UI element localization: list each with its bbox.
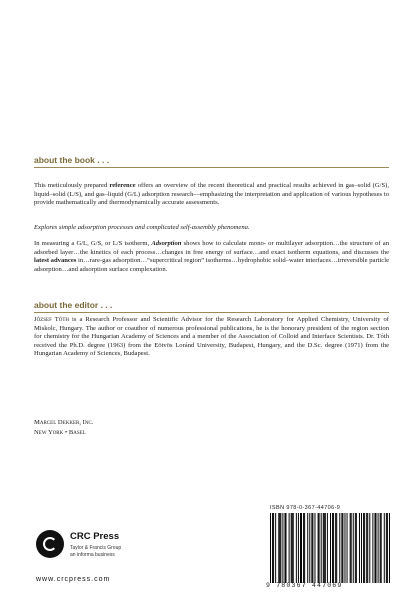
about-editor-paragraph (34, 316, 389, 359)
p3-bold-latest-advances: latest advances (34, 257, 77, 265)
barcode-bar (364, 513, 365, 583)
crc-press-sub1: Taylor & Francis Group (70, 545, 122, 551)
barcode-bar (372, 513, 373, 583)
publisher-location: New York • Basel (34, 429, 86, 436)
p1-text-c: offers an overview of the recent theoretical and practical results achieved in gas–solid (G/S), liquid–solid (L/S), and gas–liquid (G/L) adsorption research—emphasizing the interpretation and application of various hypotheses to provide mathematically and thermodynamically accurate assessments. (34, 182, 389, 207)
barcode-bar (344, 513, 345, 583)
barcode-bar (380, 513, 381, 583)
crc-press-name: CRC Press (70, 531, 120, 542)
barcode-bar (341, 513, 342, 583)
barcode-bar (378, 513, 379, 583)
barcode-bar (367, 513, 368, 583)
barcode-bar (374, 513, 375, 583)
barcode-bar (366, 513, 367, 583)
crc-press-sub2: an informa business (70, 552, 115, 558)
editor-name: József Tóth (34, 316, 70, 323)
barcode-bar (361, 513, 362, 583)
barcode-bar (314, 513, 315, 583)
barcode-bar (307, 513, 308, 583)
barcode-bar (292, 513, 293, 583)
barcode-bar (311, 513, 312, 583)
barcode-bar (270, 513, 271, 583)
barcode-bar (327, 513, 328, 583)
barcode-bar (286, 513, 287, 583)
barcode-bar (389, 513, 390, 583)
barcode-bar (359, 513, 360, 583)
p3-text-c: shows how to calculate mono- or multilayer adsorption…the structure of an adsorbed layer…the kinetics of each process…changes in free energy of surface…and exact isotherm equations, and discusses the (34, 240, 390, 256)
p3-text-e: in…rare-gas adsorption…“supercritical region” isotherms…hydrophobic solid–water interfaces…irreversible particle adsorption…and adsorption surface complexation. (34, 257, 389, 273)
isbn-label: ISBN 978-0-367-44706-9 (270, 505, 341, 511)
barcode-bar (289, 513, 290, 583)
about-editor-divider (34, 312, 389, 313)
barcode-bar (369, 513, 370, 583)
barcode-bar (284, 513, 285, 583)
barcode-bar (386, 513, 387, 583)
barcode-bar (293, 513, 294, 583)
barcode-bar (333, 513, 334, 583)
crc-website: www.crcpress.com (36, 576, 111, 583)
barcode-bar (342, 513, 343, 583)
barcode-bar (347, 513, 348, 583)
about-book-paragraph-1 (34, 182, 389, 208)
barcode-bar (282, 513, 283, 583)
p3-bold-italic-adsorption: Adsorption (151, 240, 182, 247)
barcode-bar (336, 513, 337, 583)
barcode-bar (319, 513, 320, 583)
about-book-heading: about the book . . . (34, 155, 110, 165)
barcode-bar (298, 513, 299, 583)
barcode-bar (304, 513, 305, 583)
barcode-bar (356, 513, 357, 583)
barcode-bar (353, 513, 354, 583)
crc-logo-icon (36, 530, 64, 558)
editor-bio: is a Research Professor and Scientific Advisor for the Research Laboratory for Applied Chemistry, University of Miskolc, Hungary. The author or coauthor of numerous professional publications, he is the honorary president of the region section for chemistry for the Hungarian Academy of Sciences and a member of the Association of Colloid and Interface Scientists. Dr. Tóth received the Ph.D. degree (1963) from the Eötvös Loránd University, Budapest, Hungary, and the D.Sc. degree (1971) from the Hungarian Academy of Sciences, Budapest. (34, 316, 389, 358)
barcode-bar (272, 513, 273, 583)
barcode-bar (291, 513, 292, 583)
barcode-bar (339, 513, 340, 583)
barcode-bar (332, 513, 333, 583)
barcode-bar (301, 513, 302, 583)
barcode-bar (387, 513, 388, 583)
barcode-bar (376, 513, 377, 583)
barcode-bar (303, 513, 304, 583)
barcode-bar (384, 513, 385, 583)
barcode-bar (335, 513, 336, 583)
barcode-bar (355, 513, 356, 583)
barcode-bar (278, 513, 279, 583)
barcode-bar (363, 513, 364, 583)
barcode-bar (273, 513, 274, 583)
barcode-bar (309, 513, 310, 583)
barcode-bar (279, 513, 280, 583)
barcode-bar (324, 513, 325, 583)
publisher-name: Marcel Dekker, Inc. (34, 419, 94, 426)
p1-bold-reference: reference (109, 182, 136, 189)
p3-text-a: In measuring a G/L, G/S, or L/S isotherm, (34, 240, 152, 247)
barcode-icon (270, 513, 390, 583)
barcode-number: 9 780367 447069 (266, 582, 343, 589)
barcode-bar (350, 513, 351, 583)
barcode-bar (300, 513, 301, 583)
barcode-bar (321, 513, 322, 583)
barcode-bar (318, 513, 319, 583)
barcode-bar (323, 513, 324, 583)
p1-text-a: This meticulously prepared (34, 182, 110, 189)
about-book-divider (34, 167, 389, 168)
barcode-bar (330, 513, 331, 583)
p2-italic: Explores simple adsorption processes and complicated self-assembly phenomena. (34, 224, 250, 231)
about-editor-heading: about the editor . . . (34, 300, 113, 310)
about-book-paragraph-2 (34, 224, 389, 233)
barcode-bar (275, 513, 276, 583)
about-book-paragraph-3 (34, 240, 389, 274)
barcode-bar (325, 513, 326, 583)
barcode-bar (280, 513, 281, 583)
barcode-bar (296, 513, 297, 583)
barcode-bar (312, 513, 313, 583)
barcode-bar (381, 513, 382, 583)
barcode-bar (351, 513, 352, 583)
